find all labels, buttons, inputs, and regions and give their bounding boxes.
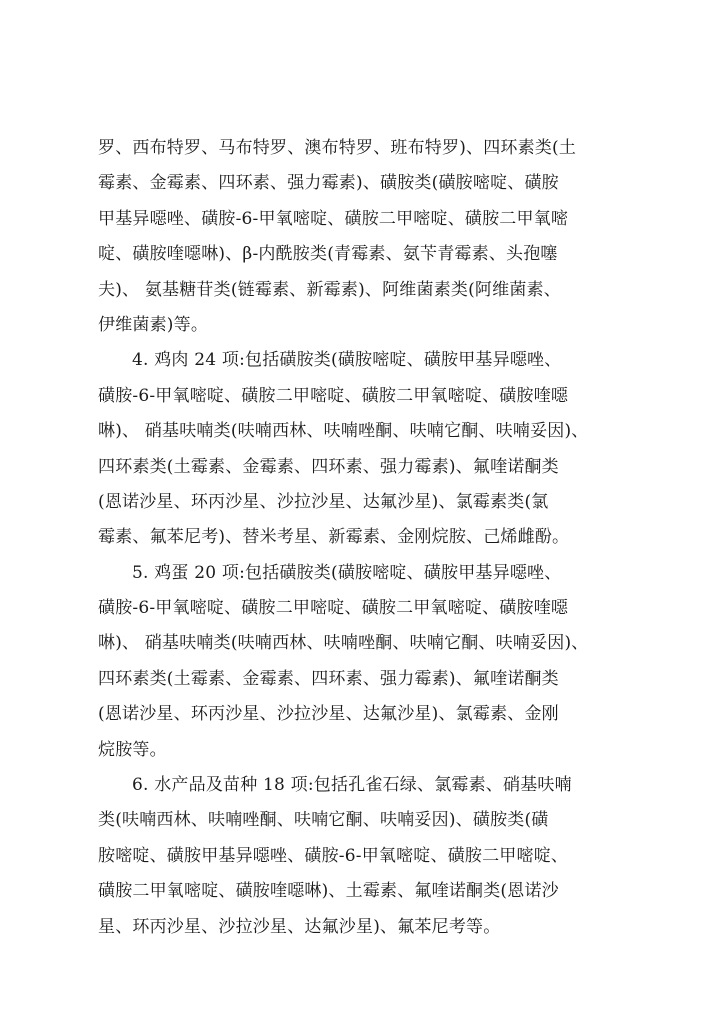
text-line: 胺嘧啶、磺胺甲基异噁唑、磺胺-6-甲氧嘧啶、磺胺二甲嘧啶、 (98, 845, 569, 866)
text-line: (恩诺沙星、环丙沙星、沙拉沙星、达氟沙星)、氯霉素类(氯 (98, 491, 549, 512)
text-line: (恩诺沙星、环丙沙星、沙拉沙星、达氟沙星)、氯霉素、金刚 (98, 704, 559, 725)
text-line: 伊维菌素)等。 (98, 314, 209, 335)
text-line: 夫)、 氨基糖苷类(链霉素、新霉素)、阿维菌素类(阿维菌素、 (98, 279, 561, 300)
text-line: 星、环丙沙星、沙拉沙星、达氟沙星)、氟苯尼考等。 (98, 916, 501, 937)
text-line: 烷胺等。 (98, 739, 167, 760)
text-line: 磺胺二甲氧嘧啶、磺胺喹噁啉)、土霉素、氟喹诺酮类(恩诺沙 (98, 881, 559, 902)
body-text (98, 131, 632, 945)
text-line: 磺胺-6-甲氧嘧啶、磺胺二甲嘧啶、磺胺二甲氧嘧啶、磺胺喹噁 (98, 598, 569, 619)
text-line: 啶、磺胺喹噁啉)、β-内酰胺类(青霉素、氨苄青霉素、头孢噻 (98, 244, 558, 265)
text-line: 甲基异噁唑、磺胺-6-甲氧嘧啶、磺胺二甲嘧啶、磺胺二甲氧嘧 (98, 208, 569, 229)
text-line: 类(呋喃西林、呋喃唑酮、呋喃它酮、呋喃妥因)、磺胺类(磺 (98, 810, 549, 831)
text-line: 四环素类(土霉素、金霉素、四环素、强力霉素)、氟喹诺酮类 (98, 456, 559, 477)
text-line: 啉)、 硝基呋喃类(呋喃西林、呋喃唑酮、呋喃它酮、呋喃妥因)、 (98, 421, 589, 442)
text-line: 罗、西布特罗、马布特罗、澳布特罗、班布特罗)、四环素类(土 (98, 138, 577, 158)
text-line: 6. 水产品及苗种 18 项:包括孔雀石绿、氯霉素、硝基呋喃 (132, 775, 572, 796)
text-line: 磺胺-6-甲氧嘧啶、磺胺二甲嘧啶、磺胺二甲氧嘧啶、磺胺喹噁 (98, 385, 569, 406)
text-line: 四环素类(土霉素、金霉素、四环素、强力霉素)、氟喹诺酮类 (98, 668, 559, 689)
text-line: 啉)、 硝基呋喃类(呋喃西林、呋喃唑酮、呋喃它酮、呋喃妥因)、 (98, 633, 589, 654)
text-line: 5. 鸡蛋 20 项:包括磺胺类(磺胺嘧啶、磺胺甲基异噁唑、 (132, 562, 562, 583)
text-line: 4. 鸡肉 24 项:包括磺胺类(磺胺嘧啶、磺胺甲基异噁唑、 (132, 350, 562, 371)
text-line: 霉素、氟苯尼考)、替米考星、新霉素、金刚烷胺、己烯雌酚。 (98, 527, 570, 548)
text-line: 霉素、金霉素、四环素、强力霉素)、磺胺类(磺胺嘧啶、磺胺 (98, 173, 559, 194)
